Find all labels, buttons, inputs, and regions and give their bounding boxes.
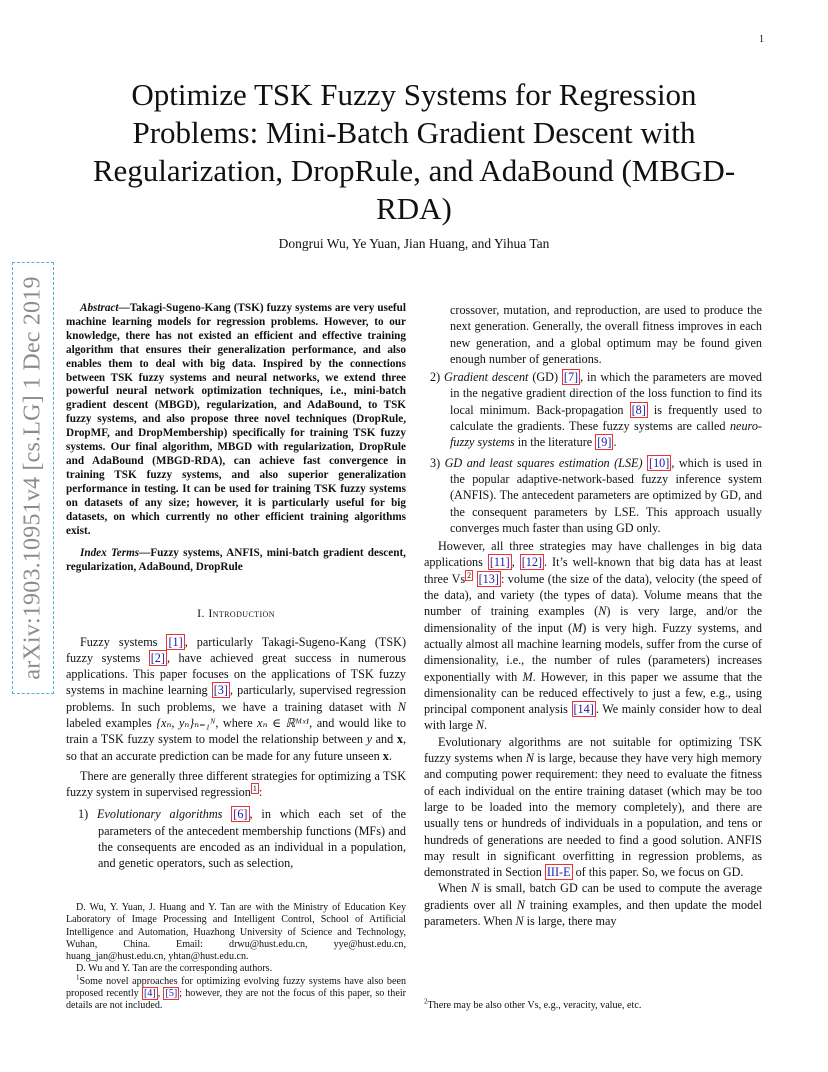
corresponding-footnote: D. Wu and Y. Tan are the corresponding authors. [76, 963, 273, 975]
footnote-1 [66, 973, 406, 1013]
citation-link[interactable]: [5] [165, 988, 178, 1000]
text-run: . [613, 435, 617, 450]
text-run: Some novel approaches for optimizing evolving fuzzy systems have also been proposed recently [66, 975, 406, 1000]
text-run: of this paper. So, we focus on GD. [572, 865, 744, 880]
text-run: , and would like to train a TSK fuzzy system to model the relationship between [66, 716, 406, 747]
left-footnotes [66, 902, 406, 1013]
right-column [424, 302, 762, 929]
text-run: : volume (the size of the data), velocity (the speed of the data), and variety (the types of data). Volume means that the number of training examples ( [424, 571, 762, 619]
text-run: Fuzzy systems [80, 634, 167, 649]
list-item [72, 806, 406, 871]
footnote-link[interactable]: 1 [252, 784, 257, 794]
citation-link[interactable]: [7] [563, 370, 579, 385]
text-run: ) is very large, and/or the dimensionality of the input ( [424, 604, 762, 635]
list-number: 2) [430, 370, 441, 385]
text-run: , in which the parameters are moved in the negative gradient direction of the loss function to find its local minimum. Back-propagation [450, 370, 762, 417]
section-link[interactable]: III-E [546, 865, 571, 880]
strategy-list-continued [424, 369, 762, 536]
text-run: is large, there may [523, 913, 617, 928]
text-run: ; however, they are not the focus of this paper, so their details are not included. [66, 988, 406, 1012]
text-run: . [388, 748, 392, 763]
intro-paragraph-1 [66, 634, 406, 764]
strategy-list [66, 806, 406, 871]
text-run: labeled examples [66, 716, 157, 730]
section-number: I. [197, 606, 205, 621]
footnote-mark: 2 [424, 997, 428, 1006]
abstract-text: —Takagi-Sugeno-Kang (TSK) fuzzy systems are very useful machine learning models for regression problems. However, to our knowledge, there has not existed an efficient and effective training algorithm that ensures their generalization performance, and also enables them to deal with big data. Inspired by the connections between TSK fuzzy systems and neural networks, we extend three powerful neural network optimization techniques, i.e., mini-batch gradient descent (MBGD), regularization, and AdaBound, to TSK fuzzy systems, and also propose three novel techniques (DropRule, DropMF, and DropMembership) specifically for training TSK fuzzy systems. Our final algorithm, MBGD with regularization, DropRule and AdaBound (MBGD-RDA), can achieve fast convergence in training TSK fuzzy systems, and also superior generalization performance in testing. It can be used for training TSK fuzzy systems on datasets of any size; however, it is particularly useful for big datasets, on which currently no other efficient training algorithms exist. [66, 302, 406, 537]
citation-link[interactable]: [1] [168, 634, 183, 649]
text-run: When [438, 881, 472, 896]
list-term: Evolutionary algorithms [97, 807, 223, 822]
list-item [424, 369, 762, 450]
arxiv-stamp[interactable] [12, 262, 54, 694]
footnote-mark: 1 [76, 973, 80, 982]
paragraph-big-data [424, 538, 762, 734]
index-terms-text: —Fuzzy systems, ANFIS, mini-batch gradient descent, regularization, AdaBound, DropRule [66, 547, 406, 574]
math-symbol: x [382, 748, 389, 763]
text-run: and [372, 732, 397, 747]
math-symbol: N [471, 881, 480, 896]
arxiv-identifier: arXiv:1903.10951v4 [cs.LG] 1 Dec 2019 [19, 276, 46, 680]
text-run: Evolutionary algorithms are not suitable for optimizing TSK fuzzy systems when [424, 734, 762, 766]
math-expression: {xₙ, yₙ}ₙ₌₁ᴺ [156, 716, 216, 730]
index-terms [66, 547, 406, 575]
math-symbol: N [598, 604, 607, 619]
citation-link[interactable]: [13] [478, 571, 499, 586]
affiliation-footnote: D. Wu, Y. Yuan, J. Huang and Y. Tan are with the Ministry of Education Key Laboratory of Image Processing and Intelligent Control, School of Artificial Intelligence and Automation, Huazhong University of Science and Technology, Wuhan, China. Email: drwu@hust.edu.cn, yye@hust.edu.cn, huang_jan@hust.edu.cn, yhtan@hust.edu.cn. [66, 902, 406, 963]
citation-link[interactable]: [10] [649, 455, 670, 470]
intro-paragraph-2 [66, 768, 406, 801]
text-run: is small, batch GD can be used to compute the average gradients over all [424, 881, 762, 912]
math-symbol: M [572, 620, 583, 635]
citation-link[interactable]: [2] [150, 650, 165, 665]
math-symbol: N [397, 699, 406, 714]
footnote-text: There may be also other Vs, e.g., veracity, value, etc. [427, 1000, 642, 1011]
citation-link[interactable]: [11] [489, 555, 510, 570]
section-title: Introduction [208, 606, 275, 621]
text-run: There are generally three different strategies for optimizing a TSK fuzzy system in supervised regression [66, 768, 406, 800]
list-term: GD and least squares estimation (LSE) [444, 455, 643, 470]
text-run: , particularly, supervised regression problems. In such problems, we have a training dataset with [66, 683, 406, 714]
math-symbol: y [366, 732, 373, 747]
text-run: . It’s well-known that big data has at least three Vs [424, 555, 762, 586]
paragraph-batch-gd [424, 880, 762, 929]
paper-title: Optimize TSK Fuzzy Systems for Regression Problems: Mini-Batch Gradient Descent with Regularization, DropRule, and AdaBound (MBGD-RDA) [92, 77, 736, 226]
list-number: 1) [78, 807, 89, 822]
text-run: , where [215, 716, 258, 730]
list-number: 3) [430, 455, 441, 470]
math-symbol: x [396, 732, 403, 747]
list-item-1-continued: crossover, mutation, and reproduction, are used to produce the next generation. Generally, the overall fitness improves in each new generation, and a global optimum may be found given enough number of generations. [450, 303, 762, 366]
section-heading-introduction [66, 605, 406, 621]
math-symbol: M [522, 669, 533, 684]
emphasis: neuro-fuzzy systems [450, 419, 762, 450]
text-run: , which is used in the popular adaptive-network-based fuzzy inference system (ANFIS). The antecedent parameters are optimized by GD, and the consequent parameters by LSE. This approach usually converges much faster than using GD only. [450, 455, 762, 535]
text-run: training examples, and then update the model parameters. When [424, 897, 762, 928]
left-column [66, 302, 406, 874]
text-run: . [484, 718, 488, 733]
text-run: . We mainly consider how to deal with large [424, 702, 762, 733]
math-symbol: N [515, 913, 524, 928]
text-run: , in which each set of the parameters of the antecedent membership functions (MFs) and the consequents are encoded as an individual in a population, and genetic operators, such as selection, [98, 807, 407, 871]
text-run: in the literature [514, 435, 596, 450]
text-run: , particularly Takagi-Sugeno-Kang (TSK) fuzzy systems [66, 634, 407, 665]
math-symbol: N [475, 718, 485, 733]
text-run: is large, because they have very high memory and computing power requirement: they need to evaluate the fitness of each individual on the entire training dataset (which may be too large to be loaded into the memory completely), and there are usually tens or hundreds of individuals in a population, and tens or hundreds of generations are needed to find a good solution. ANFIS may result in significant overfitting in regression problems, as demonstrated in Section [424, 751, 762, 880]
text-run: ) is very high. Fuzzy systems, and actually almost all machine learning models, suffer from the curse of dimensionality, i.e., the number of rules (parameters) increases exponentially with [424, 620, 762, 684]
list-term: Gradient descent [444, 370, 529, 385]
text-run: , [157, 988, 164, 1000]
text-run: However, all three strategies may have challenges in big data applications [424, 539, 762, 570]
abstract [66, 302, 406, 538]
citation-link[interactable]: [8] [631, 402, 646, 417]
citation-link[interactable]: [9] [597, 435, 612, 450]
text-run: , have achieved great success in numerous applications. This paper focuses on the applications of TSK fuzzy systems in machine learning [66, 650, 407, 698]
citation-link[interactable]: [12] [521, 555, 543, 570]
text-run: , [511, 555, 520, 570]
math-symbol: N [525, 751, 535, 766]
text-run: (GD) [528, 370, 562, 385]
abstract-label: Abstract [80, 302, 119, 314]
footnote-2 [424, 997, 762, 1012]
text-run: : [258, 785, 263, 800]
text-run: is frequently used to calculate the gradients. These fuzzy systems are called [450, 402, 762, 434]
citation-link[interactable]: [3] [213, 683, 228, 698]
math-expression: xₙ ∈ ℝᴹˣ¹ [257, 716, 310, 730]
list-item [424, 455, 762, 536]
text-run: , so that an accurate prediction can be made for any future unseen [66, 732, 406, 763]
page-number: 1 [759, 34, 764, 45]
text-run: . However, in this paper we assume that the dimensionality can be reduced effectively to just a few, e.g., using principal component analysis [424, 669, 762, 717]
paragraph-evolutionary [424, 734, 762, 881]
citation-link[interactable]: [14] [573, 702, 594, 717]
index-terms-label: Index Terms [80, 547, 140, 560]
citation-link[interactable]: [6] [233, 807, 248, 822]
math-symbol: N [516, 897, 526, 912]
footnote-link[interactable]: 2 [467, 570, 472, 580]
citation-link[interactable]: [4] [143, 988, 156, 1000]
author-list: Dongrui Wu, Ye Yuan, Jian Huang, and Yihua Tan [278, 236, 550, 251]
